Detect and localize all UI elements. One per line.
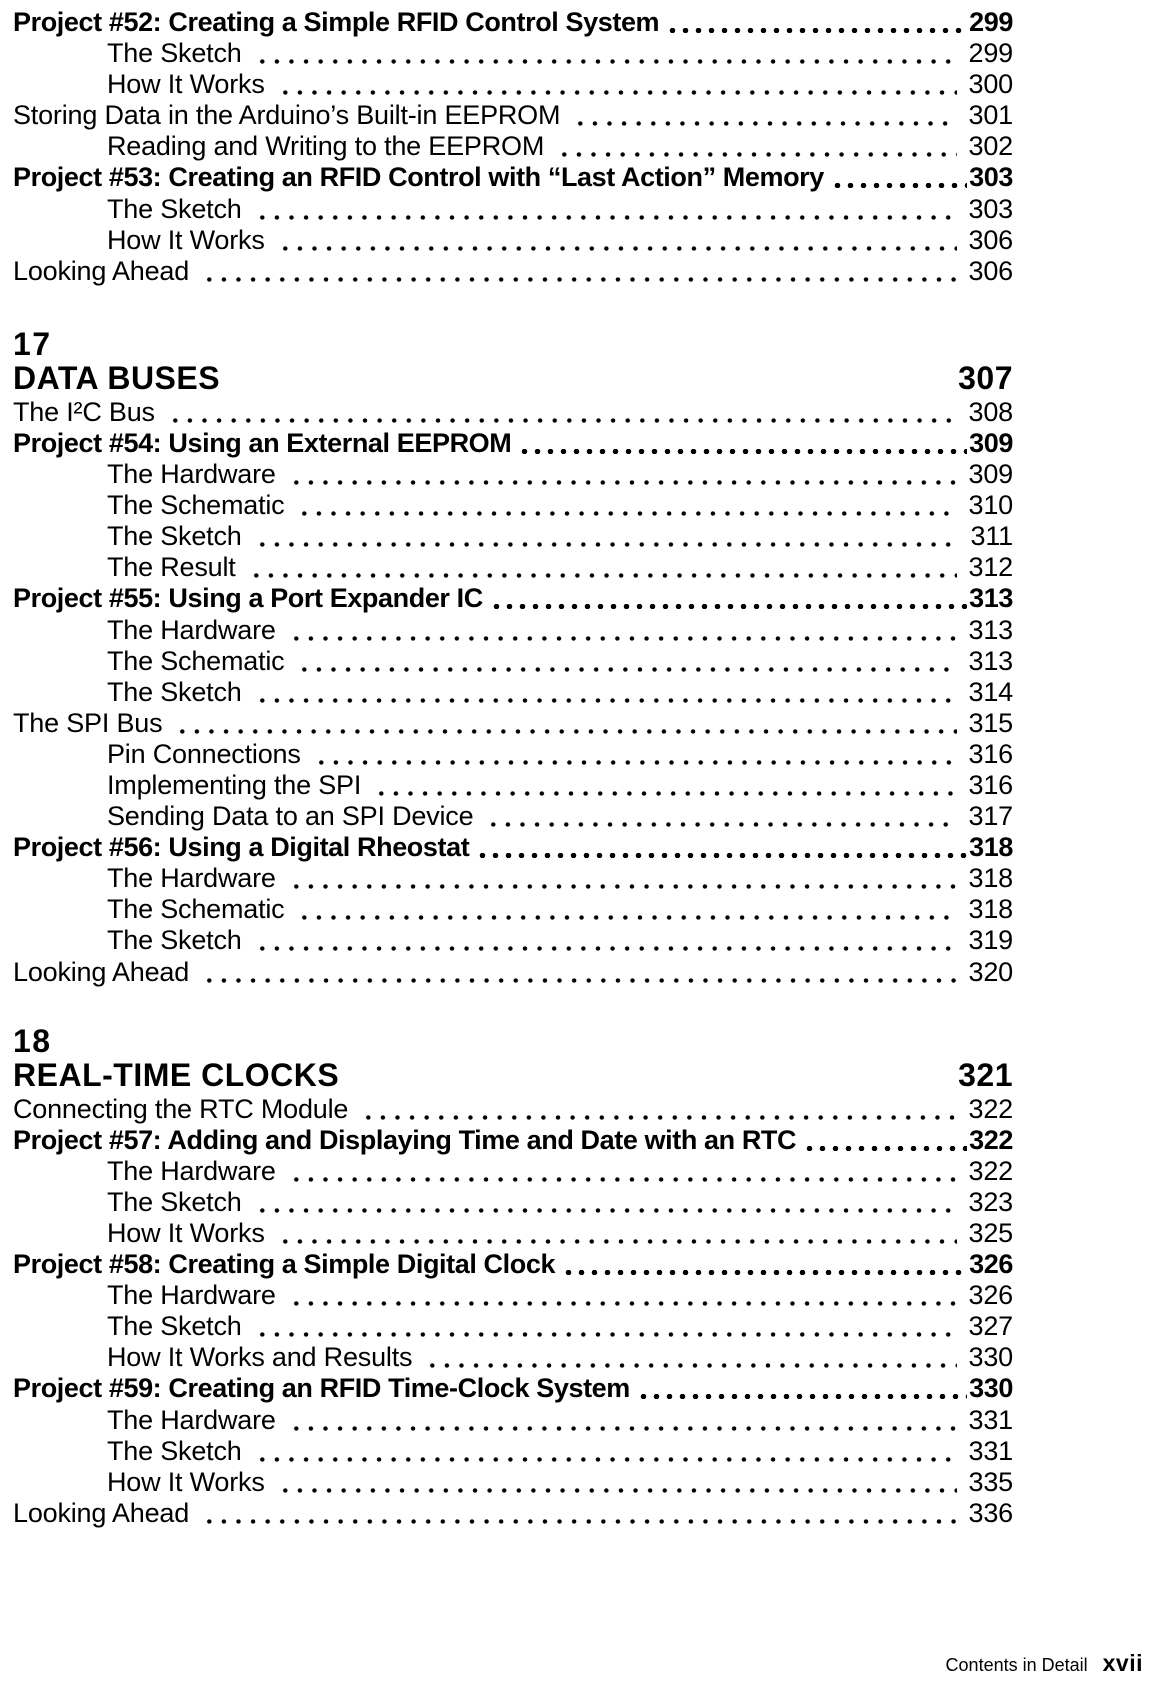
entry-title: The Schematic: [107, 490, 285, 521]
entry-page-number: 326: [969, 1249, 1013, 1280]
dot-leader: [278, 1488, 957, 1493]
toc-subentry: [13, 552, 1013, 583]
entry-page-number: 325: [968, 1218, 1013, 1248]
toc-entry: [13, 1249, 1013, 1280]
dot-leader: [175, 729, 956, 734]
toc-entries-block: [13, 1094, 1013, 1529]
toc-subentry: [13, 1342, 1013, 1373]
entry-title: Connecting the RTC Module: [13, 1093, 349, 1124]
toc-entry: [13, 583, 1013, 614]
entry-page-number: 301: [968, 100, 1013, 131]
toc-entry: [13, 428, 1013, 459]
entry-title: How It Works: [107, 224, 265, 255]
entry-title: Pin Connections: [107, 738, 301, 769]
entry-title: Project #52: Creating a Simple RFID Control System: [13, 7, 660, 37]
entry-page-number: 326: [968, 1280, 1013, 1311]
dot-leader: [490, 604, 967, 609]
entry-title: The Schematic: [107, 894, 285, 925]
dot-leader: [289, 884, 957, 889]
dot-leader: [202, 978, 956, 983]
entry-title: Project #53: Creating an RFID Control with “Last Action” Memory: [13, 162, 824, 193]
dot-leader: [278, 1239, 957, 1244]
entry-title: The Hardware: [107, 614, 276, 645]
entry-page-number: 316: [968, 738, 1013, 769]
toc-subentry: [13, 131, 1013, 162]
toc-subentry: [13, 459, 1013, 490]
chapter-heading: [13, 327, 1013, 395]
dot-leader: [486, 822, 956, 827]
entry-title: The Hardware: [107, 1155, 276, 1186]
dot-leader: [278, 246, 957, 251]
entry-title: The Hardware: [107, 1404, 276, 1435]
entry-page-number: 315: [968, 707, 1013, 738]
footer-label: Contents in Detail: [945, 1655, 1088, 1675]
toc-subentry: [13, 1467, 1013, 1498]
dot-leader: [297, 915, 956, 920]
entry-title: The Hardware: [107, 459, 276, 490]
toc-subentry: [13, 677, 1013, 708]
toc-subentry: [13, 863, 1013, 894]
toc-entry: [13, 397, 1013, 428]
entry-page-number: 318: [968, 863, 1013, 894]
chapter-title: DATA BUSES: [13, 359, 221, 396]
entry-page-number: 316: [968, 769, 1013, 800]
entry-title: The I²C Bus: [13, 396, 155, 427]
toc-entry: [13, 7, 1013, 38]
entry-title: The Schematic: [107, 645, 285, 676]
dot-leader: [289, 1177, 957, 1182]
toc-subentry: [13, 38, 1013, 69]
toc-entry: [13, 256, 1013, 287]
entry-page-number: 331: [968, 1435, 1013, 1466]
toc-subentry: [13, 1280, 1013, 1311]
entry-title: The Result: [107, 552, 236, 583]
dot-leader: [278, 90, 957, 95]
dot-leader: [255, 215, 957, 220]
toc-subentry: [13, 646, 1013, 677]
entry-page-number: 317: [968, 801, 1013, 832]
toc-subentry: [13, 1436, 1013, 1467]
page-footer: [946, 1650, 1143, 1677]
dot-leader: [831, 183, 967, 188]
entry-page-number: 299: [969, 7, 1013, 37]
dot-leader: [297, 511, 956, 516]
entry-title: Implementing the SPI: [107, 769, 362, 800]
dot-leader: [289, 636, 957, 641]
entry-title: How It Works and Results: [107, 1342, 413, 1373]
entry-title: Project #57: Adding and Displaying Time and Date with an RTC: [13, 1124, 797, 1155]
entry-title: The SPI Bus: [13, 707, 163, 738]
toc-subentry: [13, 225, 1013, 256]
chapter-heading: [13, 1024, 1013, 1092]
entry-title: How It Works: [107, 1218, 265, 1248]
chapter-title-row: [13, 1058, 1013, 1092]
entry-title: Project #55: Using a Port Expander IC: [13, 583, 483, 614]
entry-title: Looking Ahead: [13, 255, 190, 286]
dot-leader: [289, 1301, 957, 1306]
dot-leader: [374, 791, 956, 796]
entry-title: How It Works: [107, 69, 265, 100]
entry-page-number: 309: [968, 459, 1013, 490]
chapter-title-row: [13, 361, 1013, 395]
entry-title: Reading and Writing to the EEPROM: [107, 131, 545, 162]
chapter-page-number: 321: [958, 1056, 1013, 1093]
entry-title: Project #59: Creating an RFID Time-Clock System: [13, 1373, 630, 1404]
entry-title: The Sketch: [107, 1435, 242, 1466]
toc-subentry: [13, 1187, 1013, 1218]
chapter-title: REAL-TIME CLOCKS: [13, 1056, 340, 1093]
entry-page-number: 322: [968, 1093, 1013, 1124]
entry-title: The Sketch: [107, 1186, 242, 1217]
toc-subentry: [13, 1218, 1013, 1249]
entry-page-number: 336: [968, 1497, 1013, 1528]
dot-leader: [255, 1208, 957, 1213]
chapter-page-number: 307: [958, 359, 1013, 396]
toc-subentry: [13, 925, 1013, 956]
dot-leader: [255, 1332, 957, 1337]
toc-subentry: [13, 194, 1013, 225]
entry-page-number: 309: [969, 427, 1013, 458]
entry-title: The Sketch: [107, 925, 242, 956]
entry-title: The Sketch: [107, 193, 242, 224]
toc-subentry: [13, 739, 1013, 770]
dot-leader: [562, 1270, 967, 1275]
entry-page-number: 313: [968, 645, 1013, 676]
entry-title: Looking Ahead: [13, 956, 190, 987]
dot-leader: [255, 698, 957, 703]
toc-subentry: [13, 615, 1013, 646]
entry-title: The Hardware: [107, 863, 276, 894]
entry-page-number: 322: [968, 1155, 1013, 1186]
dot-leader: [297, 667, 956, 672]
dot-leader: [168, 418, 957, 423]
toc-entry: [13, 1094, 1013, 1125]
dot-leader: [361, 1115, 956, 1120]
footer-page-number: xvii: [1102, 1650, 1143, 1676]
entry-page-number: 318: [968, 894, 1013, 925]
toc-entry: [13, 957, 1013, 988]
entry-title: The Sketch: [107, 1311, 242, 1342]
dot-leader: [255, 542, 959, 547]
dot-leader: [425, 1363, 956, 1368]
entry-page-number: 311: [970, 521, 1013, 552]
entry-title: Project #54: Using an External EEPROM: [13, 427, 512, 458]
toc-entries-block: [13, 7, 1013, 287]
dot-leader: [255, 1457, 957, 1462]
dot-leader: [476, 853, 967, 858]
toc-entries-block: [13, 397, 1013, 988]
dot-leader: [289, 480, 957, 485]
dot-leader: [289, 1426, 957, 1431]
entry-page-number: 306: [968, 224, 1013, 255]
entry-page-number: 308: [968, 396, 1013, 427]
entry-page-number: 303: [969, 162, 1013, 193]
toc-entry: [13, 832, 1013, 863]
chapter-number: 17: [13, 325, 52, 362]
entry-page-number: 306: [968, 255, 1013, 286]
chapter-number: 18: [13, 1022, 52, 1059]
toc-entry: [13, 708, 1013, 739]
entry-page-number: 319: [968, 925, 1013, 956]
entry-page-number: 318: [969, 832, 1013, 863]
dot-leader: [518, 449, 967, 454]
entry-title: The Sketch: [107, 676, 242, 707]
dot-leader: [255, 946, 957, 951]
dot-leader: [314, 760, 957, 765]
entry-page-number: 313: [968, 614, 1013, 645]
entry-title: The Sketch: [107, 521, 242, 552]
dot-leader: [255, 59, 957, 64]
dot-leader: [803, 1146, 967, 1151]
entry-page-number: 302: [968, 131, 1013, 162]
toc-entry: [13, 1373, 1013, 1404]
entry-page-number: 299: [968, 38, 1013, 69]
toc-subentry: [13, 1311, 1013, 1342]
entry-page-number: 327: [968, 1311, 1013, 1342]
toc-subentry: [13, 69, 1013, 100]
toc-entry: [13, 162, 1013, 193]
dot-leader: [557, 152, 956, 157]
toc-subentry: [13, 1405, 1013, 1436]
entry-page-number: 313: [969, 583, 1013, 614]
toc-subentry: [13, 801, 1013, 832]
entry-title: The Sketch: [107, 38, 242, 69]
dot-leader: [249, 573, 957, 578]
toc-entry: [13, 100, 1013, 131]
entry-page-number: 322: [969, 1124, 1013, 1155]
dot-leader: [637, 1394, 967, 1399]
entry-page-number: 320: [968, 956, 1013, 987]
toc-subentry: [13, 521, 1013, 552]
entry-page-number: 331: [968, 1404, 1013, 1435]
entry-title: Looking Ahead: [13, 1497, 190, 1528]
entry-page-number: 303: [968, 193, 1013, 224]
entry-page-number: 310: [968, 490, 1013, 521]
dot-leader: [202, 1519, 956, 1524]
entry-page-number: 323: [968, 1186, 1013, 1217]
toc: [13, 7, 1013, 1529]
toc-subentry: [13, 770, 1013, 801]
entry-page-number: 330: [968, 1342, 1013, 1373]
entry-title: Project #58: Creating a Simple Digital Clock: [13, 1249, 556, 1280]
toc-entry: [13, 1125, 1013, 1156]
entry-title: The Hardware: [107, 1280, 276, 1311]
entry-page-number: 330: [969, 1373, 1013, 1404]
entry-page-number: 314: [968, 676, 1013, 707]
toc-entry: [13, 1498, 1013, 1529]
entry-page-number: 335: [968, 1466, 1013, 1497]
dot-leader: [202, 277, 956, 282]
entry-title: Project #56: Using a Digital Rheostat: [13, 832, 470, 863]
dot-leader: [573, 121, 956, 126]
entry-title: Sending Data to an SPI Device: [107, 801, 474, 832]
toc-subentry: [13, 1156, 1013, 1187]
toc-subentry: [13, 490, 1013, 521]
entry-page-number: 312: [968, 552, 1013, 583]
entry-title: How It Works: [107, 1466, 265, 1497]
dot-leader: [666, 28, 967, 33]
entry-title: Storing Data in the Arduino’s Built-in EEPROM: [13, 100, 561, 131]
entry-page-number: 300: [968, 69, 1013, 100]
toc-subentry: [13, 894, 1013, 925]
